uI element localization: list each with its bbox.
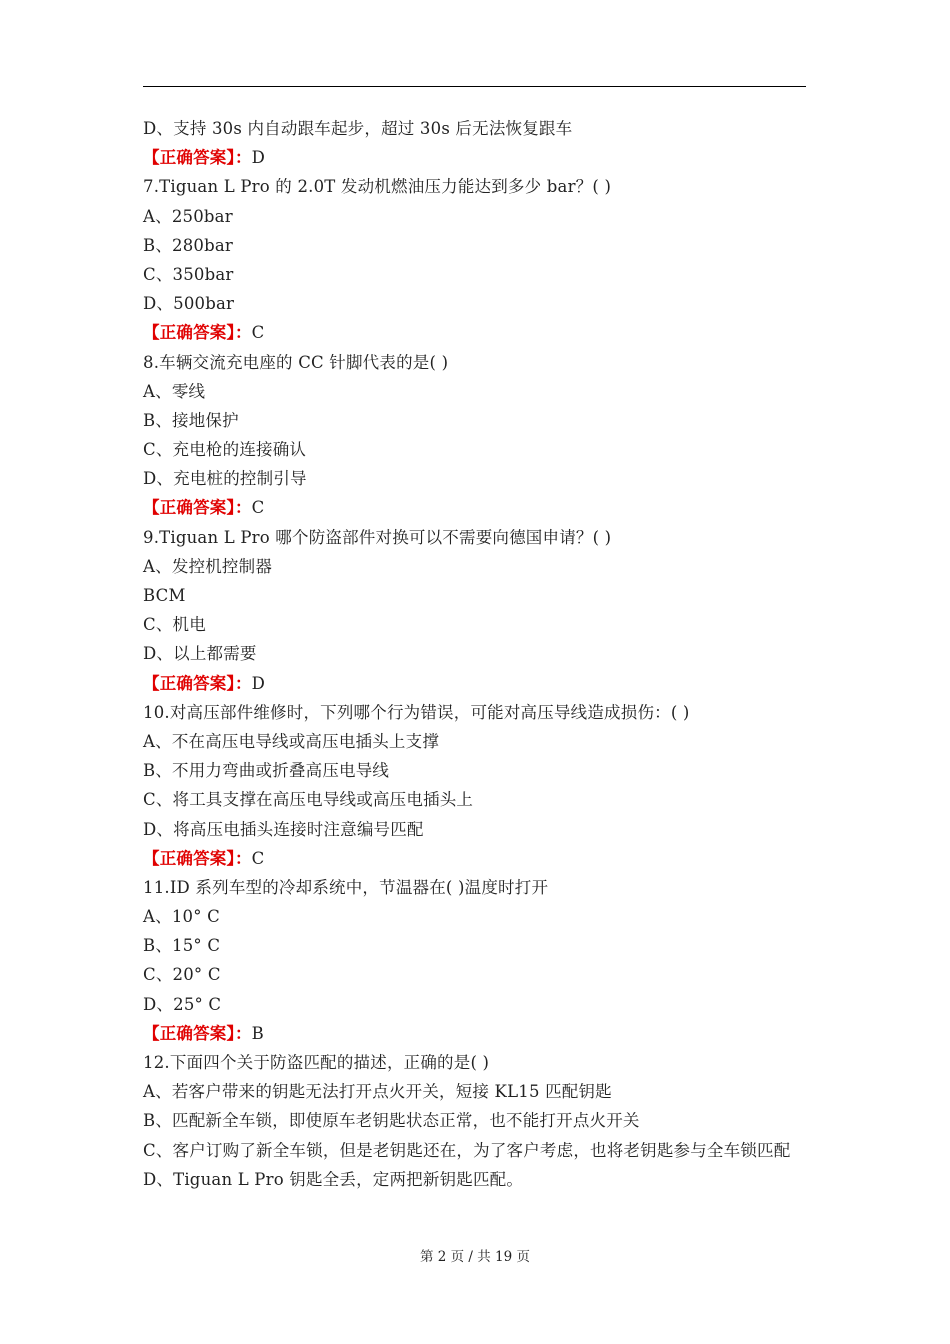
question-stem: 10.对高压部件维修时，下列哪个行为错误，可能对高压导线造成损伤：( ) <box>143 702 690 722</box>
question-stem: 9.Tiguan L Pro 哪个防盗部件对换可以不需要向德国申请？( ) <box>143 527 612 547</box>
page-number-footer: 第 2 页 / 共 19 页 <box>419 1249 531 1265</box>
question-stem: 7.Tiguan L Pro 的 2.0T 发动机燃油压力能达到多少 bar？( ) <box>143 177 612 197</box>
answer-line <box>143 318 813 347</box>
answer-line <box>143 844 813 873</box>
option-text: D、25° C <box>143 994 222 1014</box>
option-text: BCM <box>143 586 186 605</box>
option-text: A、发控机控制器 <box>143 556 273 576</box>
answer-line <box>143 143 813 172</box>
answer-label: 【正确答案】： <box>143 148 252 168</box>
option-text: C、客户订购了新全车锁，但是老钥匙还在，为了客户考虑，也将老钥匙参与全车锁匹配 <box>143 1140 791 1160</box>
option-text: C、充电枪的连接确认 <box>143 440 307 460</box>
answer-label: 【正确答案】： <box>143 498 252 518</box>
option-text: D、Tiguan L Pro 钥匙全丢，定两把新钥匙匹配。 <box>143 1169 524 1189</box>
option-text: C、20° C <box>143 965 221 985</box>
answer-value: D <box>251 148 266 168</box>
option-text: D、500bar <box>143 294 235 314</box>
option-text: A、10° C <box>143 907 220 927</box>
option-text: D、以上都需要 <box>143 644 257 664</box>
answer-value: C <box>251 498 265 518</box>
question-stem: 11.ID 系列车型的冷却系统中，节温器在( )温度时打开 <box>143 877 549 897</box>
page-content <box>143 114 813 1194</box>
option-text: B、接地保护 <box>143 410 239 430</box>
answer-label: 【正确答案】： <box>143 1023 252 1043</box>
question-stem: 12.下面四个关于防盗匹配的描述，正确的是( ) <box>143 1053 490 1072</box>
header-rule <box>143 86 806 87</box>
answer-label: 【正确答案】： <box>143 673 252 693</box>
answer-line <box>143 669 813 698</box>
answer-line <box>143 1019 813 1048</box>
answer-value: D <box>251 673 266 693</box>
answer-value: C <box>251 323 265 343</box>
option-text: B、匹配新全车锁，即使原车老钥匙状态正常，也不能打开点火开关 <box>143 1111 640 1131</box>
option-text: A、不在高压电导线或高压电插头上支撑 <box>143 731 440 751</box>
answer-value: C <box>251 848 265 868</box>
option-text: C、机电 <box>143 615 206 635</box>
option-text: A、若客户带来的钥匙无法打开点火开关，短接 KL15 匹配钥匙 <box>143 1082 612 1102</box>
answer-value: B <box>251 1023 264 1043</box>
option-text: B、不用力弯曲或折叠高压电导线 <box>143 761 390 781</box>
option-text: A、250bar <box>143 206 233 226</box>
question-stem: 8.车辆交流充电座的 CC 针脚代表的是( ) <box>143 352 449 372</box>
option-text: D、充电桩的控制引导 <box>143 469 307 489</box>
option-text: D、支持 30s 内自动跟车起步，超过 30s 后无法恢复跟车 <box>143 119 573 138</box>
option-text: C、350bar <box>143 264 234 284</box>
option-text: C、将工具支撑在高压电导线或高压电插头上 <box>143 790 474 810</box>
option-text: A、零线 <box>143 381 206 401</box>
option-text: D、将高压电插头连接时注意编号匹配 <box>143 819 424 839</box>
option-text: B、280bar <box>143 235 234 255</box>
answer-label: 【正确答案】： <box>143 848 252 868</box>
answer-label: 【正确答案】： <box>143 323 252 343</box>
option-text: B、15° C <box>143 936 221 956</box>
answer-line <box>143 493 813 522</box>
